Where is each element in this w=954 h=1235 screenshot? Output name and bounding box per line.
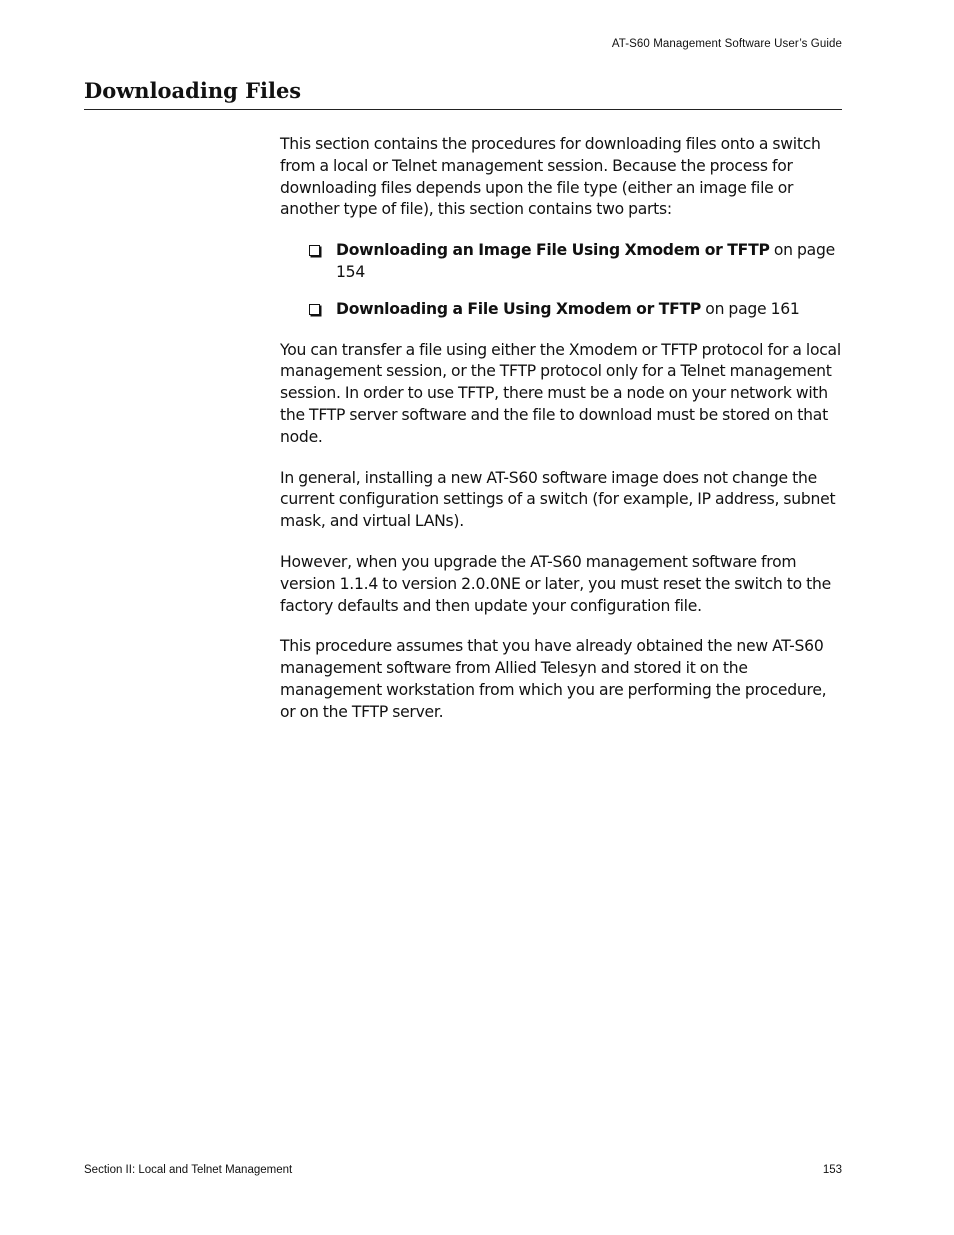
- checkbox-icon: [309, 245, 320, 256]
- xref-page: on page 161: [701, 299, 800, 318]
- list-item: [280, 240, 846, 284]
- xref-title[interactable]: Downloading an Image File Using Xmodem or TFTP: [336, 241, 770, 260]
- xref-page: on page 154: [336, 241, 835, 281]
- upgrade-paragraph: However, when you upgrade the AT-S60 management software from version 1.1.4 to version 2.0.0NE or later, you must reset the switch to the factory defaults and then update your configuration file.: [280, 552, 831, 615]
- checkbox-icon: [309, 304, 320, 315]
- list-item: [280, 299, 846, 321]
- page-number: 153: [822, 1164, 842, 1176]
- general-paragraph: In general, installing a new AT-S60 software image does not change the current configuration settings of a switch (for example, IP address, subnet mask, and virtual LANs).: [280, 468, 836, 531]
- running-header: AT-S60 Management Software User’s Guide: [611, 38, 842, 50]
- assumptions-paragraph: This procedure assumes that you have already obtained the new AT-S60 management software from Allied Telesyn and stored it on the management workstation from which you are performing the procedure, or on the TFTP server.: [280, 637, 827, 721]
- intro-paragraph: This section contains the procedures for downloading files onto a switch from a local or Telnet management session. Because the process for downloading files depends upon the file type (either an image file or another type of file), this section contains two parts:: [280, 135, 821, 219]
- running-footer-section: Section II: Local and Telnet Management: [84, 1164, 293, 1176]
- section-title: Downloading Files: [84, 78, 302, 103]
- title-rule: [84, 109, 842, 110]
- transfer-paragraph: You can transfer a file using either the Xmodem or TFTP protocol for a local management session, or the TFTP protocol only for a Telnet management session. In order to use TFTP, there must be a node on your network with the TFTP server software and the file to download must be stored on that node.: [280, 340, 841, 446]
- cross-reference-list: [280, 240, 846, 320]
- xref-title[interactable]: Downloading a File Using Xmodem or TFTP: [336, 299, 702, 318]
- body-text: [280, 134, 846, 743]
